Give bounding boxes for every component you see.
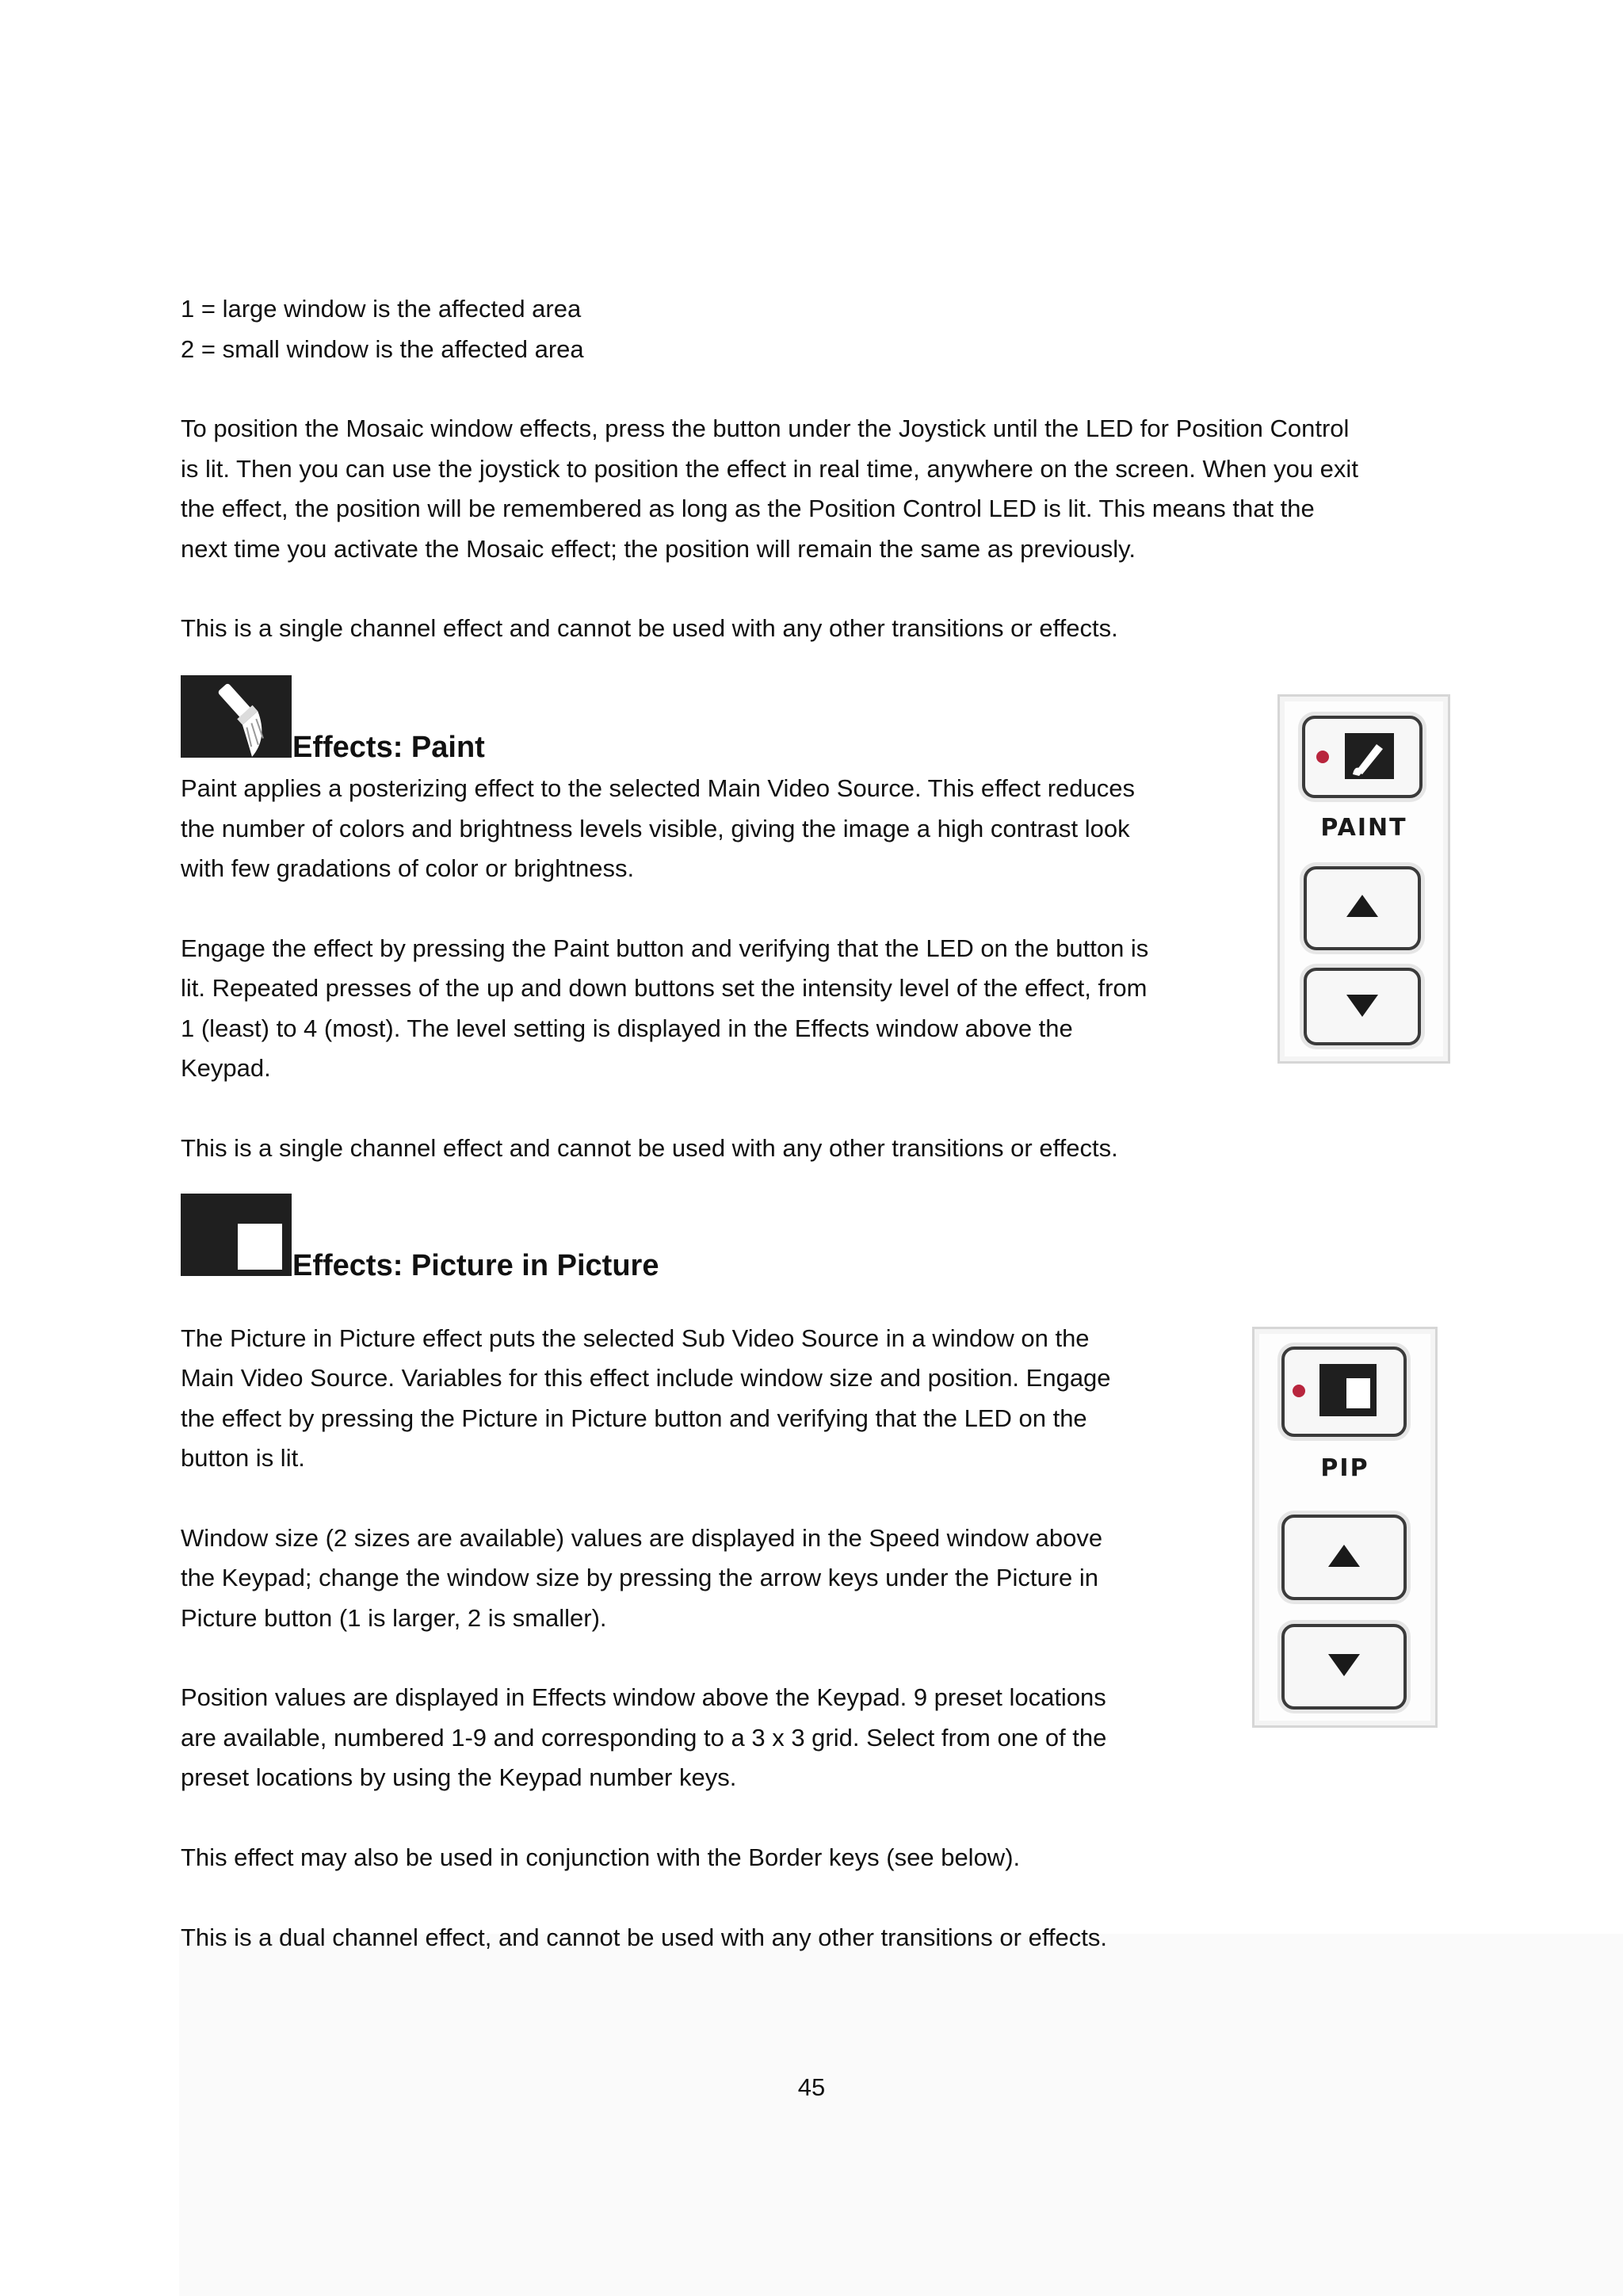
paint-panel-label: PAINT	[1320, 814, 1407, 842]
down-arrow-icon	[1346, 995, 1378, 1017]
pip-window-size-line: Window size (2 sizes are available) values are displayed in the Speed window above	[181, 1524, 1103, 1552]
position-paragraph-line: the effect, the position will be remembered as long as the Position Control LED is lit. This means that the	[181, 495, 1315, 522]
down-arrow-icon	[1328, 1654, 1360, 1676]
pip-paragraph-line: the effect by pressing the Picture in Picture button and verifying that the LED on the	[181, 1404, 1087, 1432]
pip-position-line: are available, numbered 1-9 and corresponding to a 3 x 3 grid. Select from one of the	[181, 1724, 1107, 1752]
picture-in-picture-icon	[1319, 1364, 1377, 1416]
paint-engage-line: Engage the effect by pressing the Paint button and verifying that the LED on the button is	[181, 934, 1149, 962]
pip-paragraph-line: The Picture in Picture effect puts the selected Sub Video Source in a window on the	[181, 1324, 1090, 1352]
up-arrow-icon	[1328, 1545, 1360, 1567]
pip-control-panel	[1252, 1327, 1438, 1728]
position-paragraph-line: next time you activate the Mosaic effect; the position will remain the same as previously.	[181, 535, 1136, 563]
paint-led	[1316, 751, 1329, 763]
pip-dual-channel-note: This is a dual channel effect, and cannot be used with any other transitions or effects.	[181, 1924, 1107, 1951]
pip-paragraph-line: Main Video Source. Variables for this effect include window size and position. Engage	[181, 1364, 1111, 1392]
pip-position-line: preset locations by using the Keypad number keys.	[181, 1763, 737, 1791]
single-channel-note: This is a single channel effect and cannot be used with any other transitions or effects.	[181, 614, 1118, 642]
page-background-shade	[179, 1934, 1623, 2296]
paint-down-arrow-button[interactable]	[1304, 968, 1421, 1045]
paint-button[interactable]	[1302, 716, 1423, 798]
pip-border-note: This effect may also be used in conjunction with the Border keys (see below).	[181, 1843, 1021, 1871]
paint-single-channel-note: This is a single channel effect and cannot be used with any other transitions or effects.	[181, 1134, 1118, 1162]
paint-engage-line: 1 (least) to 4 (most). The level setting is displayed in the Effects window above the	[181, 1014, 1073, 1042]
pip-down-arrow-button[interactable]	[1281, 1624, 1407, 1710]
paint-heading: Effects: Paint	[292, 731, 485, 764]
position-paragraph-line: To position the Mosaic window effects, press the button under the Joystick until the LED for Position Control	[181, 415, 1350, 442]
pip-up-arrow-button[interactable]	[1281, 1515, 1407, 1600]
pip-position-line: Position values are displayed in Effects window above the Keypad. 9 preset locations	[181, 1683, 1106, 1711]
picture-in-picture-icon	[181, 1194, 292, 1276]
pip-panel-label: PIP	[1320, 1454, 1369, 1482]
paintbrush-icon	[1345, 733, 1394, 779]
position-paragraph-line: is lit. Then you can use the joystick to position the effect in real time, anywhere on the screen. When you exit	[181, 455, 1358, 483]
paint-engage-line: lit. Repeated presses of the up and down buttons set the intensity level of the effect, from	[181, 974, 1148, 1002]
up-arrow-icon	[1346, 895, 1378, 917]
paint-engage-line: Keypad.	[181, 1054, 271, 1082]
paintbrush-icon	[181, 675, 292, 758]
small-window-note: 2 = small window is the affected area	[181, 335, 584, 363]
pip-heading: Effects: Picture in Picture	[292, 1249, 659, 1282]
pip-button[interactable]	[1281, 1347, 1407, 1437]
paint-paragraph-line: the number of colors and brightness levels visible, giving the image a high contrast look	[181, 815, 1130, 842]
pip-window-size-line: Picture button (1 is larger, 2 is smaller).	[181, 1604, 607, 1632]
paint-paragraph-line: with few gradations of color or brightness.	[181, 854, 635, 882]
paint-control-panel	[1277, 694, 1450, 1064]
large-window-note: 1 = large window is the affected area	[181, 295, 582, 323]
paint-up-arrow-button[interactable]	[1304, 866, 1421, 950]
paint-paragraph-line: Paint applies a posterizing effect to the selected Main Video Source. This effect reduces	[181, 774, 1135, 802]
pip-window-size-line: the Keypad; change the window size by pressing the arrow keys under the Picture in	[181, 1564, 1098, 1591]
page-number: 45	[797, 2073, 826, 2101]
pip-paragraph-line: button is lit.	[181, 1444, 305, 1472]
pip-led	[1293, 1385, 1305, 1397]
